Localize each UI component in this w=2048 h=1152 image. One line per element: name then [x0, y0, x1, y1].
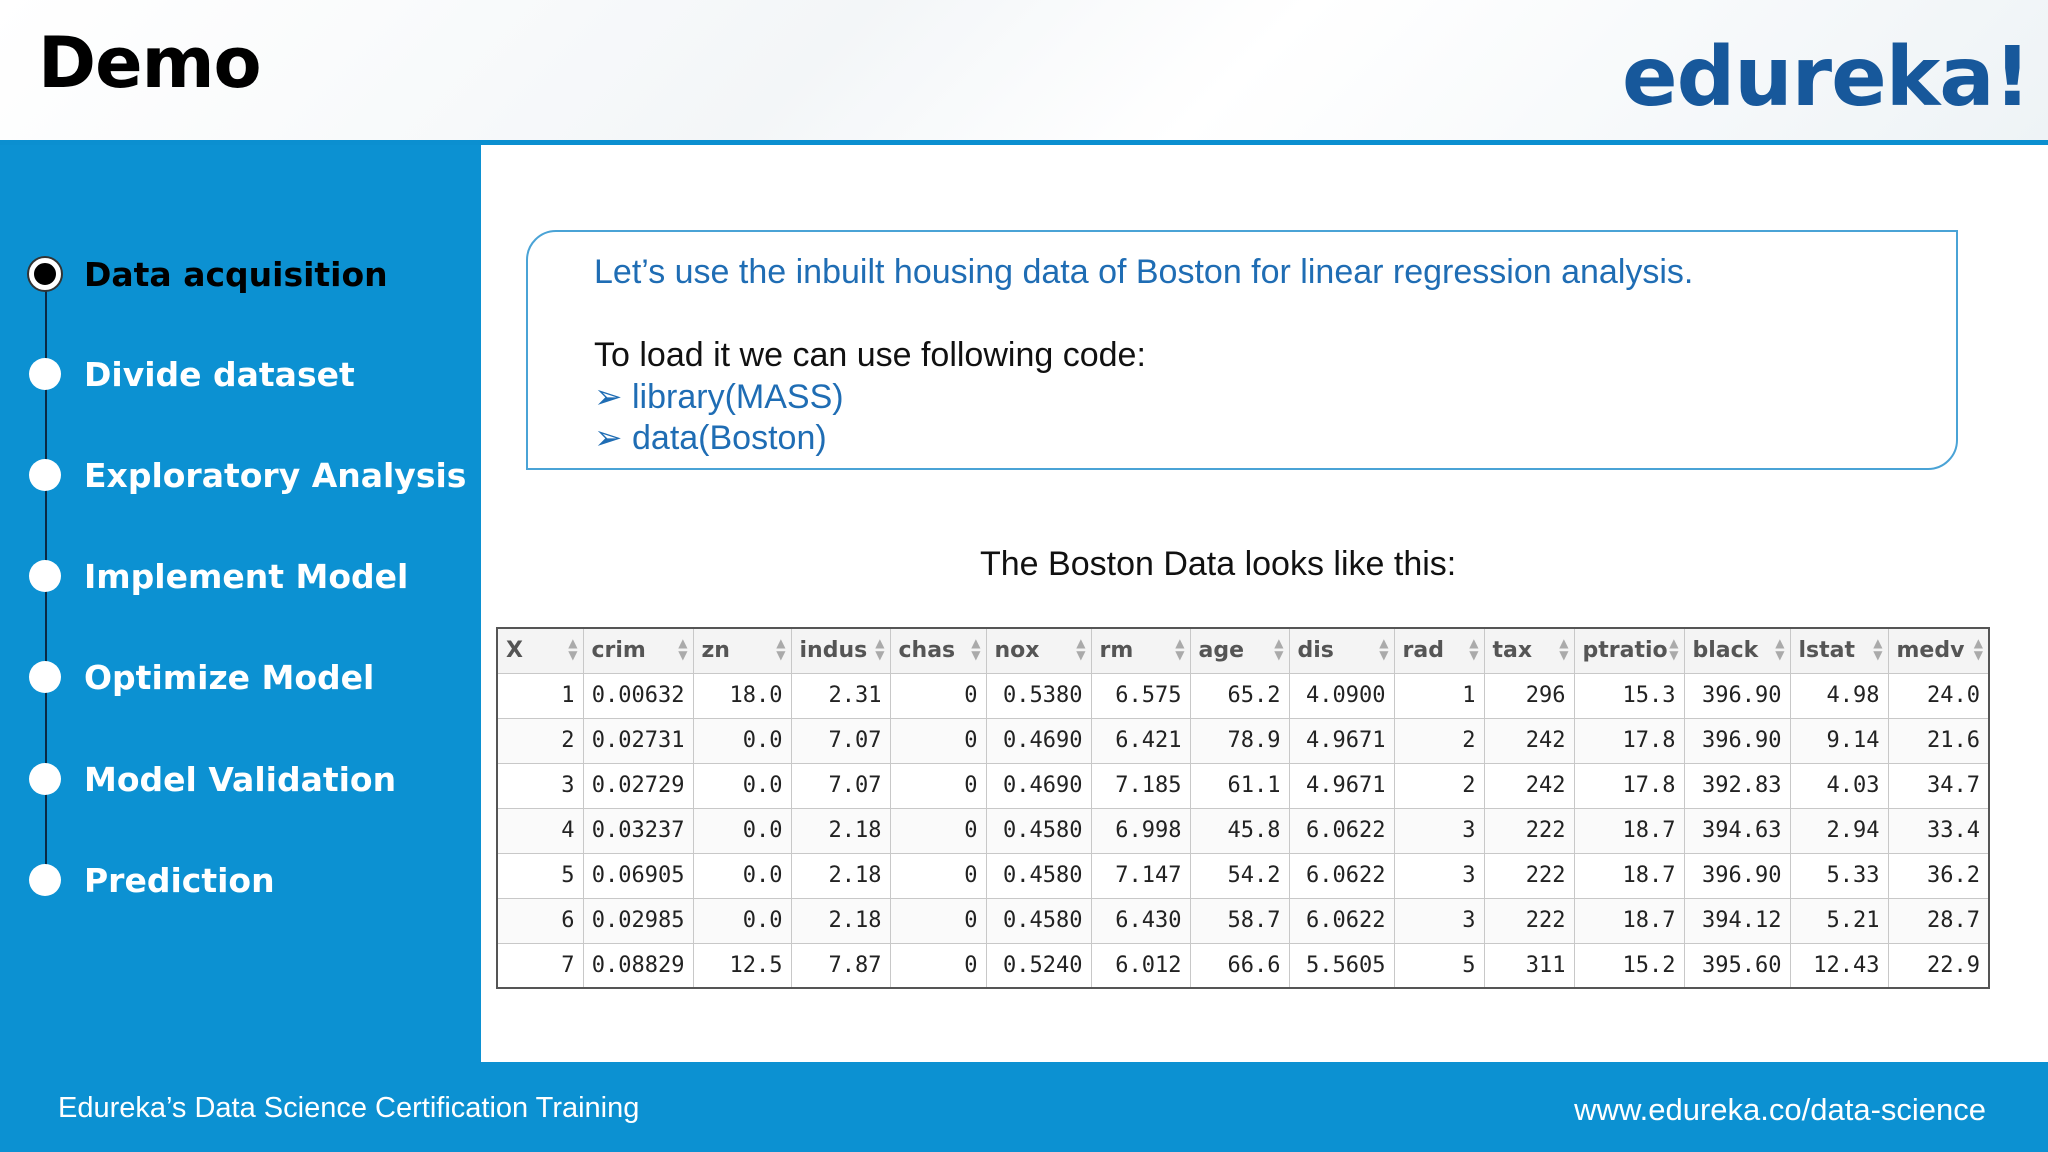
sort-icon[interactable]: ▲ ▼: [1175, 636, 1185, 662]
table-cell-x: 5: [497, 853, 583, 898]
table-cell-medv: 21.6: [1888, 718, 1989, 763]
table-cell-x: 4: [497, 808, 583, 853]
column-header-rad[interactable]: [1394, 628, 1484, 673]
table-cell-rm: 7.147: [1091, 853, 1190, 898]
column-header-label: ptratio: [1582, 638, 1668, 664]
table-cell-black: 395.60: [1684, 943, 1790, 988]
arrow-bullet-icon: ➢: [594, 418, 623, 458]
table-cell-crim: 0.02731: [583, 718, 693, 763]
sidebar-item-model-validation[interactable]: [0, 754, 481, 804]
table-cell-nox: 0.4580: [986, 808, 1091, 853]
table-cell-black: 392.83: [1684, 763, 1790, 808]
column-header-label: zn: [701, 638, 730, 664]
table-cell-indus: 7.87: [791, 943, 890, 988]
table-cell-dis: 4.9671: [1289, 718, 1394, 763]
column-header-label: lstat: [1798, 638, 1856, 664]
table-cell-rad: 2: [1394, 763, 1484, 808]
table-cell-crim: 0.00632: [583, 673, 693, 718]
sort-icon[interactable]: ▲ ▼: [1775, 636, 1785, 662]
table-cell-x: 1: [497, 673, 583, 718]
table-cell-medv: 34.7: [1888, 763, 1989, 808]
column-header-label: age: [1198, 638, 1245, 664]
sort-icon[interactable]: ▲ ▼: [678, 636, 688, 662]
table-cell-medv: 22.9: [1888, 943, 1989, 988]
table-cell-age: 54.2: [1190, 853, 1289, 898]
sidebar-item-exploratory-analysis[interactable]: [0, 450, 481, 500]
table-cell-nox: 0.4690: [986, 763, 1091, 808]
table-cell-age: 58.7: [1190, 898, 1289, 943]
table-row: [497, 673, 1989, 718]
table-cell-tax: 222: [1484, 853, 1574, 898]
table-cell-rm: 6.575: [1091, 673, 1190, 718]
table-cell-rad: 5: [1394, 943, 1484, 988]
table-cell-chas: 0: [890, 943, 986, 988]
sidebar-item-label: Optimize Model: [84, 658, 375, 697]
sort-icon[interactable]: ▲ ▼: [1973, 636, 1983, 662]
step-dot-icon: [29, 661, 61, 693]
table-cell-lstat: 4.03: [1790, 763, 1888, 808]
table-cell-x: 6: [497, 898, 583, 943]
sort-icon[interactable]: ▲ ▼: [568, 636, 578, 662]
table-cell-nox: 0.4580: [986, 898, 1091, 943]
table-cell-chas: 0: [890, 673, 986, 718]
sort-icon[interactable]: ▲ ▼: [1873, 636, 1883, 662]
table-cell-age: 61.1: [1190, 763, 1289, 808]
sort-icon[interactable]: ▲ ▼: [776, 636, 786, 662]
table-cell-nox: 0.5240: [986, 943, 1091, 988]
table-cell-x: 3: [497, 763, 583, 808]
table-cell-nox: 0.5380: [986, 673, 1091, 718]
table-cell-dis: 5.5605: [1289, 943, 1394, 988]
sidebar-item-implement-model[interactable]: [0, 551, 481, 601]
table-cell-black: 396.90: [1684, 718, 1790, 763]
table-cell-indus: 2.18: [791, 808, 890, 853]
sidebar-item-prediction[interactable]: [0, 855, 481, 905]
column-header-label: chas: [898, 638, 956, 664]
table-cell-ptratio: 17.8: [1574, 763, 1684, 808]
column-header-tax[interactable]: [1484, 628, 1574, 673]
sort-icon[interactable]: ▲ ▼: [1076, 636, 1086, 662]
table-cell-medv: 28.7: [1888, 898, 1989, 943]
column-header-label: black: [1692, 638, 1759, 664]
column-header-ptratio[interactable]: [1574, 628, 1684, 673]
column-header-medv[interactable]: [1888, 628, 1989, 673]
step-dot-icon: [29, 459, 61, 491]
code-text: data(Boston): [632, 419, 827, 457]
sidebar-item-data-acquisition[interactable]: [0, 249, 481, 299]
table-cell-dis: 6.0622: [1289, 898, 1394, 943]
column-header-dis[interactable]: [1289, 628, 1394, 673]
table-row: [497, 718, 1989, 763]
slide-title: Demo: [38, 22, 261, 104]
table-cell-tax: 242: [1484, 718, 1574, 763]
table-cell-age: 65.2: [1190, 673, 1289, 718]
table-cell-indus: 7.07: [791, 763, 890, 808]
sort-icon[interactable]: ▲ ▼: [1669, 636, 1679, 662]
arrow-bullet-icon: ➢: [594, 377, 623, 417]
table-cell-crim: 0.03237: [583, 808, 693, 853]
table-cell-crim: 0.08829: [583, 943, 693, 988]
table-cell-black: 394.12: [1684, 898, 1790, 943]
column-header-rm[interactable]: [1091, 628, 1190, 673]
table-cell-rm: 6.998: [1091, 808, 1190, 853]
info-load-text: To load it we can use following code:: [594, 336, 1146, 374]
table-cell-crim: 0.02729: [583, 763, 693, 808]
table-row: [497, 853, 1989, 898]
table-row: [497, 808, 1989, 853]
table-cell-ptratio: 18.7: [1574, 853, 1684, 898]
table-cell-indus: 2.18: [791, 853, 890, 898]
column-header-crim[interactable]: [583, 628, 693, 673]
table-cell-crim: 0.02985: [583, 898, 693, 943]
sidebar-item-label: Divide dataset: [84, 355, 355, 394]
column-header-black[interactable]: [1684, 628, 1790, 673]
table-cell-zn: 0.0: [693, 763, 791, 808]
table-cell-ptratio: 17.8: [1574, 718, 1684, 763]
column-header-label: X: [506, 638, 523, 664]
table-row: [497, 763, 1989, 808]
table-cell-chas: 0: [890, 808, 986, 853]
table-cell-zn: 0.0: [693, 853, 791, 898]
table-cell-dis: 6.0622: [1289, 808, 1394, 853]
step-dot-icon: [29, 560, 61, 592]
table-cell-medv: 24.0: [1888, 673, 1989, 718]
table-cell-tax: 222: [1484, 898, 1574, 943]
step-dot-icon: [29, 864, 61, 896]
table-cell-rad: 3: [1394, 808, 1484, 853]
table-cell-indus: 2.31: [791, 673, 890, 718]
table-cell-rad: 1: [1394, 673, 1484, 718]
table-caption: The Boston Data looks like this:: [980, 545, 1457, 583]
column-header-chas[interactable]: [890, 628, 986, 673]
info-intro-text: Let’s use the inbuilt housing data of Boston for linear regression analysis.: [594, 253, 1694, 291]
table-cell-rm: 6.012: [1091, 943, 1190, 988]
sidebar-item-label: Exploratory Analysis: [84, 456, 467, 495]
table-cell-ptratio: 18.7: [1574, 898, 1684, 943]
table-cell-chas: 0: [890, 763, 986, 808]
sort-icon[interactable]: ▲ ▼: [1469, 636, 1479, 662]
sidebar-item-divide-dataset[interactable]: [0, 349, 481, 399]
table-cell-rm: 6.421: [1091, 718, 1190, 763]
table-row: [497, 898, 1989, 943]
sidebar-item-label: Implement Model: [84, 557, 409, 596]
table-cell-zn: 0.0: [693, 898, 791, 943]
table-cell-black: 396.90: [1684, 673, 1790, 718]
table-cell-tax: 296: [1484, 673, 1574, 718]
table-cell-tax: 311: [1484, 943, 1574, 988]
column-header-zn[interactable]: [693, 628, 791, 673]
table-cell-zn: 12.5: [693, 943, 791, 988]
table-body: [497, 673, 1989, 988]
sort-icon[interactable]: ▲ ▼: [971, 636, 981, 662]
table-cell-rm: 7.185: [1091, 763, 1190, 808]
table-cell-lstat: 2.94: [1790, 808, 1888, 853]
table-cell-zn: 18.0: [693, 673, 791, 718]
table-cell-dis: 4.9671: [1289, 763, 1394, 808]
column-header-label: indus: [799, 638, 868, 664]
table-cell-tax: 222: [1484, 808, 1574, 853]
table-cell-age: 78.9: [1190, 718, 1289, 763]
column-header-label: medv: [1896, 638, 1965, 664]
table-cell-lstat: 9.14: [1790, 718, 1888, 763]
code-line-library: [594, 377, 844, 417]
table-cell-chas: 0: [890, 898, 986, 943]
column-header-label: rad: [1402, 638, 1444, 664]
table-header-row: [497, 628, 1989, 673]
sort-icon[interactable]: ▲ ▼: [1379, 636, 1389, 662]
table-cell-x: 7: [497, 943, 583, 988]
table-cell-chas: 0: [890, 853, 986, 898]
table-cell-crim: 0.06905: [583, 853, 693, 898]
table-cell-medv: 33.4: [1888, 808, 1989, 853]
table-cell-indus: 2.18: [791, 898, 890, 943]
table-row: [497, 943, 1989, 988]
sort-icon[interactable]: ▲ ▼: [1274, 636, 1284, 662]
table-cell-rad: 3: [1394, 853, 1484, 898]
boston-data-table: [496, 627, 1990, 989]
active-step-dot-icon: [29, 258, 61, 290]
table-cell-zn: 0.0: [693, 808, 791, 853]
table-cell-zn: 0.0: [693, 718, 791, 763]
footer-course-title: Edureka’s Data Science Certification Training: [58, 1092, 640, 1124]
table-cell-ptratio: 15.2: [1574, 943, 1684, 988]
step-dot-icon: [29, 763, 61, 795]
column-header-label: rm: [1099, 638, 1134, 664]
table-cell-ptratio: 15.3: [1574, 673, 1684, 718]
column-header-label: dis: [1297, 638, 1334, 664]
code-text: library(MASS): [632, 378, 844, 416]
sort-icon[interactable]: ▲ ▼: [1559, 636, 1569, 662]
column-header-label: crim: [591, 638, 646, 664]
sidebar-item-label: Model Validation: [84, 760, 397, 799]
table-cell-rad: 3: [1394, 898, 1484, 943]
column-header-label: nox: [994, 638, 1040, 664]
code-line-data: [594, 418, 827, 458]
edureka-logo: edureka!: [1621, 30, 2030, 125]
footer-url-link[interactable]: www.edureka.co/data-science: [1574, 1092, 1986, 1127]
sort-icon[interactable]: ▲ ▼: [875, 636, 885, 662]
table-cell-tax: 242: [1484, 763, 1574, 808]
sidebar-item-label: Prediction: [84, 861, 275, 900]
step-dot-icon: [29, 358, 61, 390]
table-cell-lstat: 5.21: [1790, 898, 1888, 943]
table-cell-lstat: 5.33: [1790, 853, 1888, 898]
table-cell-ptratio: 18.7: [1574, 808, 1684, 853]
table-cell-dis: 4.0900: [1289, 673, 1394, 718]
column-header-lstat[interactable]: [1790, 628, 1888, 673]
table-cell-chas: 0: [890, 718, 986, 763]
table-cell-nox: 0.4580: [986, 853, 1091, 898]
table-cell-indus: 7.07: [791, 718, 890, 763]
table-cell-x: 2: [497, 718, 583, 763]
table-cell-dis: 6.0622: [1289, 853, 1394, 898]
column-header-x[interactable]: [497, 628, 583, 673]
table-cell-black: 394.63: [1684, 808, 1790, 853]
sidebar-item-optimize-model[interactable]: [0, 652, 481, 702]
table-cell-rad: 2: [1394, 718, 1484, 763]
sidebar-item-label: Data acquisition: [84, 255, 388, 294]
table-cell-black: 396.90: [1684, 853, 1790, 898]
table-cell-lstat: 12.43: [1790, 943, 1888, 988]
table-cell-medv: 36.2: [1888, 853, 1989, 898]
column-header-indus[interactable]: [791, 628, 890, 673]
table-cell-nox: 0.4690: [986, 718, 1091, 763]
table-cell-age: 66.6: [1190, 943, 1289, 988]
column-header-label: tax: [1492, 638, 1533, 664]
table-cell-age: 45.8: [1190, 808, 1289, 853]
table-cell-rm: 6.430: [1091, 898, 1190, 943]
column-header-nox[interactable]: [986, 628, 1091, 673]
column-header-age[interactable]: [1190, 628, 1289, 673]
table-cell-lstat: 4.98: [1790, 673, 1888, 718]
